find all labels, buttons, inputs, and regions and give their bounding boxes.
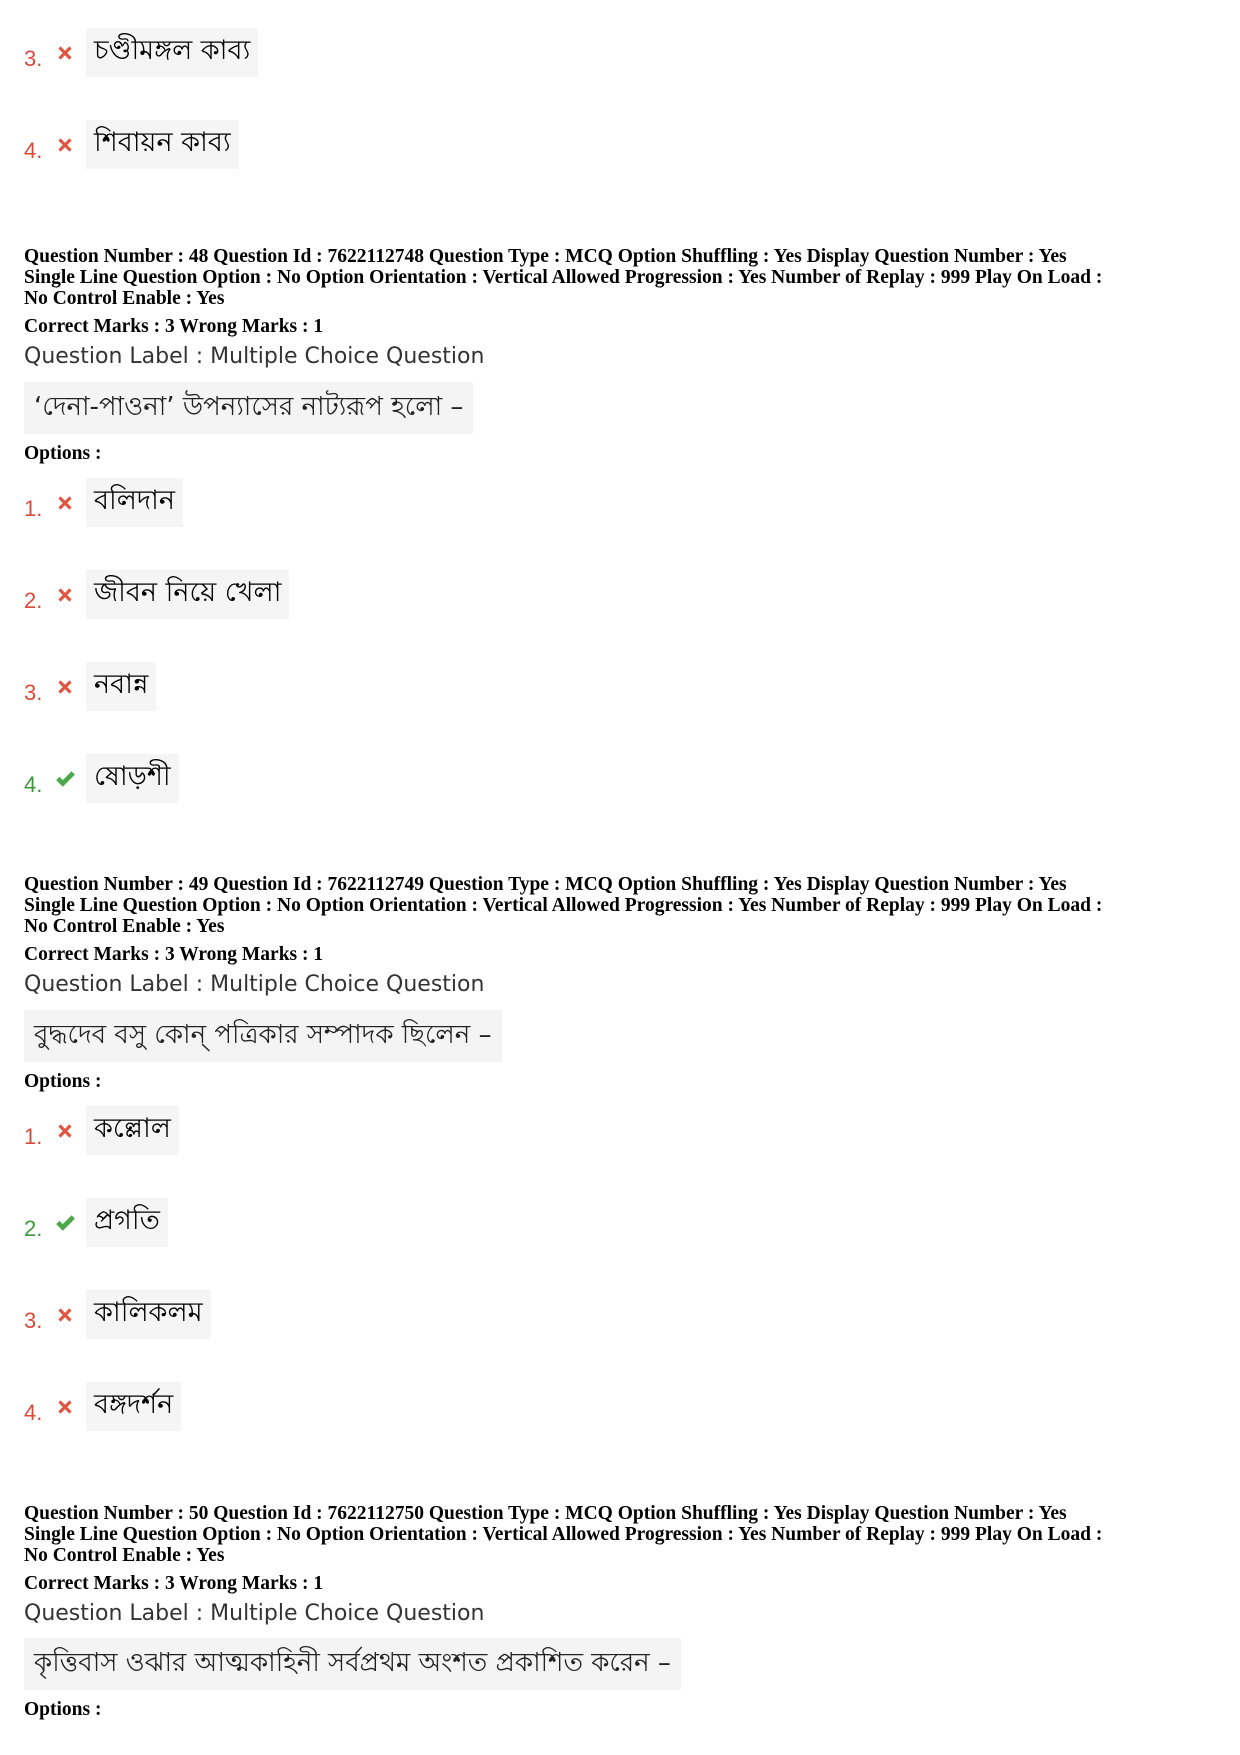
cross-icon [54, 676, 76, 698]
option-text: শিবায়ন কাব্য [86, 120, 239, 169]
option-number: 3. [24, 680, 43, 705]
option-text: কল্লোল [86, 1106, 179, 1155]
question-meta [24, 874, 1224, 937]
option-number: 3. [24, 46, 43, 71]
question-label: Question Label : Multiple Choice Question [24, 1601, 485, 1626]
cross-icon [54, 1120, 76, 1142]
cross-icon [54, 492, 76, 514]
cross-icon [54, 584, 76, 606]
option-text: চণ্ডীমঙ্গল কাব্য [86, 28, 258, 77]
meta-line: No Control Enable : Yes [24, 1545, 225, 1566]
option-number: 4. [24, 138, 43, 163]
question-text: বুদ্ধদেব বসু কোন্ পত্রিকার সম্পাদক ছিলেন – [24, 1010, 502, 1062]
question-meta [24, 1503, 1224, 1566]
option-number: 1. [24, 496, 43, 521]
meta-line: Single Line Question Option : No Option Orientation : Vertical Allowed Progression : Yes Number of Replay : 999 Play On Load : [24, 895, 1103, 916]
option-text: কালিকলম [86, 1290, 211, 1339]
option-number: 2. [24, 1216, 43, 1241]
marks-info: Correct Marks : 3 Wrong Marks : 1 [24, 1573, 324, 1594]
question-text: কৃত্তিবাস ওঝার আত্মকাহিনী সর্বপ্রথম অংশত প্রকাশিত করেন – [24, 1638, 681, 1690]
option-number: 4. [24, 1400, 43, 1425]
marks-info: Correct Marks : 3 Wrong Marks : 1 [24, 944, 324, 965]
options-heading: Options : [24, 1699, 102, 1720]
meta-line: Question Number : 50 Question Id : 7622112750 Question Type : MCQ Option Shuffling : Yes Display Question Number : Yes [24, 1503, 1067, 1524]
option-text: জীবন নিয়ে খেলা [86, 570, 289, 619]
question-text: ‘দেনা-পাওনা’ উপন্যাসের নাট্যরূপ হলো – [24, 382, 473, 434]
question-label: Question Label : Multiple Choice Question [24, 972, 485, 997]
cross-icon [54, 1304, 76, 1326]
option-number: 2. [24, 588, 43, 613]
meta-line: No Control Enable : Yes [24, 916, 225, 937]
marks-info: Correct Marks : 3 Wrong Marks : 1 [24, 316, 324, 337]
cross-icon [54, 1396, 76, 1418]
check-icon [54, 1212, 76, 1234]
meta-line: Single Line Question Option : No Option Orientation : Vertical Allowed Progression : Yes Number of Replay : 999 Play On Load : [24, 267, 1103, 288]
meta-line: Question Number : 48 Question Id : 7622112748 Question Type : MCQ Option Shuffling : Yes Display Question Number : Yes [24, 246, 1067, 267]
meta-line: No Control Enable : Yes [24, 288, 225, 309]
option-number: 1. [24, 1124, 43, 1149]
meta-line: Question Number : 49 Question Id : 7622112749 Question Type : MCQ Option Shuffling : Yes Display Question Number : Yes [24, 874, 1067, 895]
option-number: 4. [24, 772, 43, 797]
option-text: বঙ্গদর্শন [86, 1382, 181, 1431]
cross-icon [54, 134, 76, 156]
option-text: নবান্ন [86, 662, 156, 711]
meta-line: Single Line Question Option : No Option Orientation : Vertical Allowed Progression : Yes Number of Replay : 999 Play On Load : [24, 1524, 1103, 1545]
options-heading: Options : [24, 1071, 102, 1092]
check-icon [54, 768, 76, 790]
option-text: ষোড়শী [86, 754, 179, 803]
cross-icon [54, 42, 76, 64]
question-label: Question Label : Multiple Choice Question [24, 344, 485, 369]
options-heading: Options : [24, 443, 102, 464]
option-number: 3. [24, 1308, 43, 1333]
option-text: প্রগতি [86, 1198, 168, 1247]
question-meta [24, 246, 1224, 309]
option-text: বলিদান [86, 478, 183, 527]
